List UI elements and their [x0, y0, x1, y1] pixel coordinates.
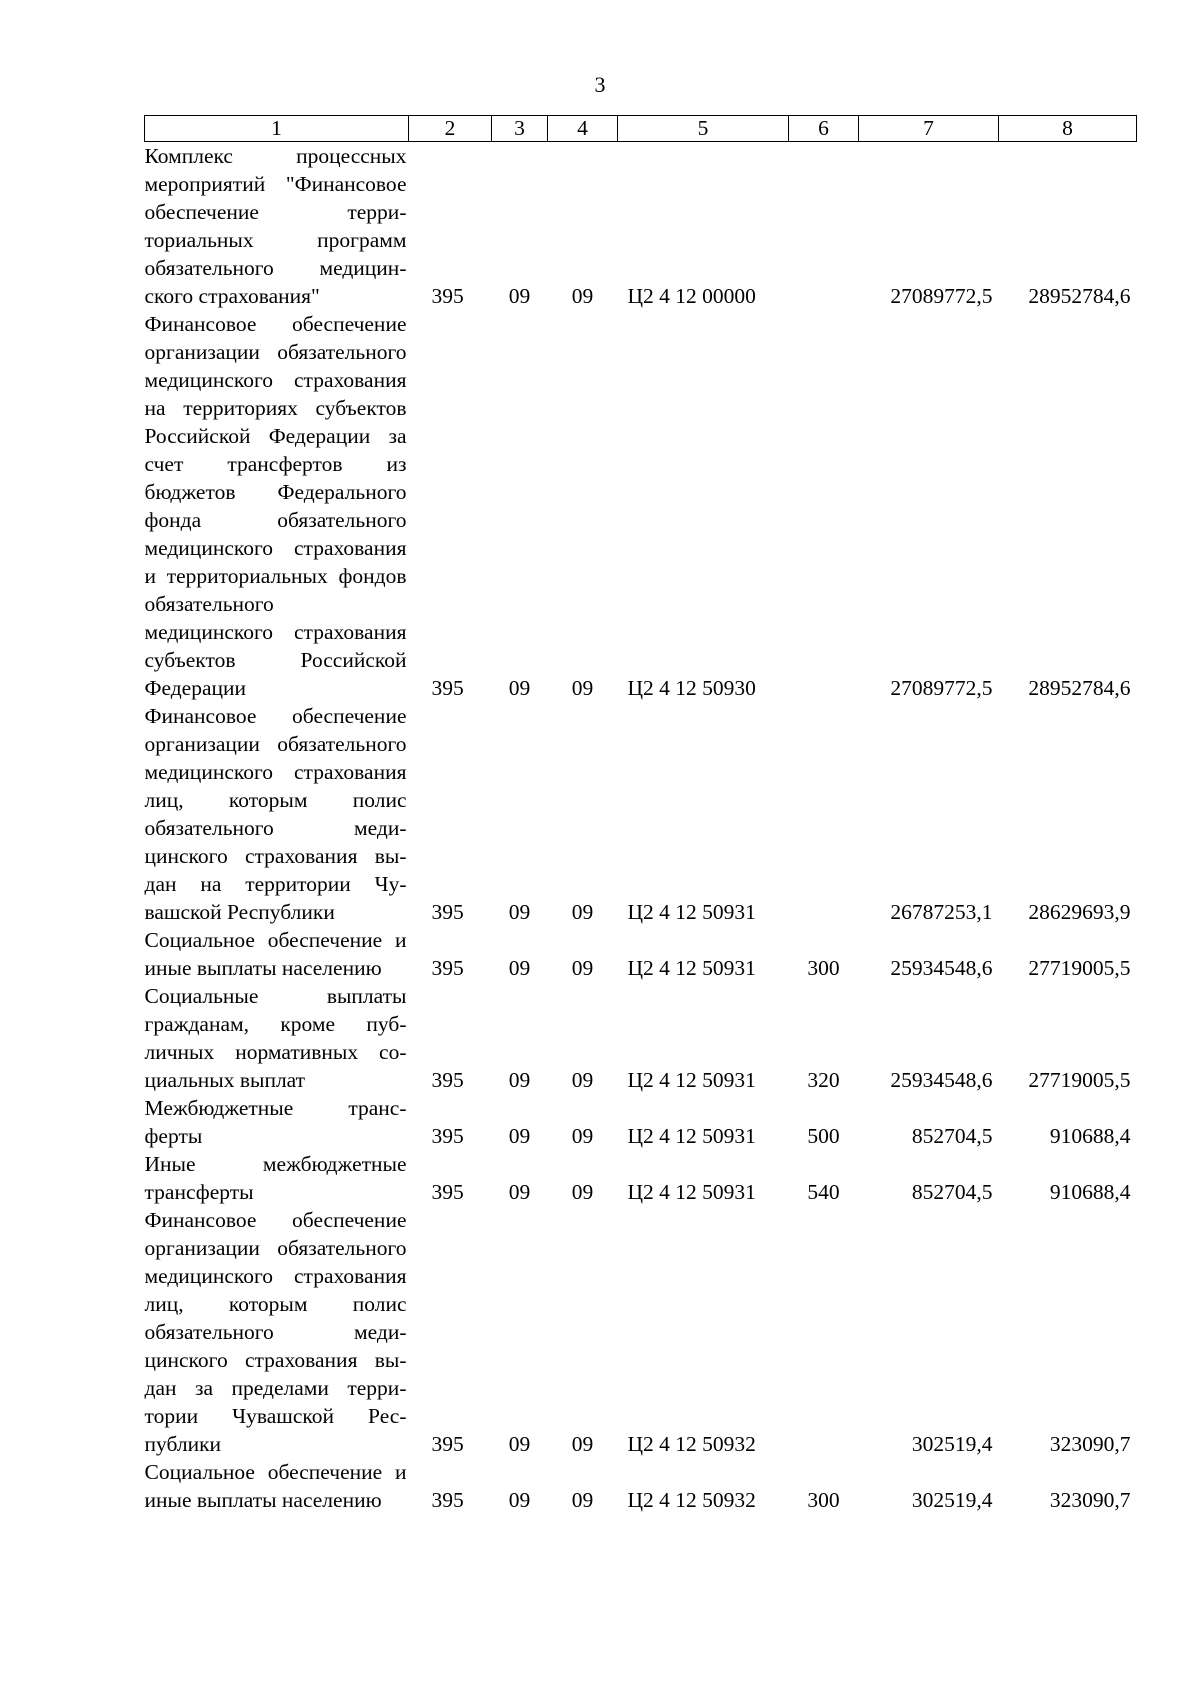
row-target-article: Ц2 4 12 50930 [627, 676, 756, 700]
row-name: Межбюджетные трансферты [144, 1096, 407, 1148]
header-row [145, 116, 1137, 142]
row-expense-type [789, 1206, 859, 1458]
row-amount-year2: 27719005,5 [1028, 1068, 1131, 1092]
row-target-article: Ц2 4 12 50932 [627, 1488, 756, 1512]
table-header [145, 116, 1137, 142]
row-amount-year2: 910688,4 [1049, 1180, 1131, 1204]
row-amount-year2: 28952784,6 [1028, 284, 1131, 308]
row-expense-type: 320 [807, 1068, 840, 1092]
header-col-7: 7 [859, 116, 999, 142]
table-row [145, 702, 1137, 926]
row-expense-type: 300 [807, 1488, 840, 1512]
row-amount-year2: 27719005,5 [1028, 956, 1131, 980]
row-subsection: 09 [571, 1432, 594, 1456]
row-ministry-code: 395 [431, 1124, 464, 1148]
row-name: Социальное обеспечение и иные выплаты населению [144, 928, 407, 980]
row-amount-year1: 302519,4 [911, 1432, 993, 1456]
row-subsection: 09 [571, 1180, 594, 1204]
table-row [145, 142, 1137, 311]
row-ministry-code: 395 [431, 1432, 464, 1456]
table-body [145, 142, 1137, 1515]
row-expense-type: 540 [807, 1180, 840, 1204]
row-expense-type [789, 142, 859, 311]
row-expense-type [789, 702, 859, 926]
row-section: 09 [508, 1488, 531, 1512]
row-section: 09 [508, 676, 531, 700]
row-amount-year1: 302519,4 [911, 1488, 993, 1512]
row-section: 09 [508, 284, 531, 308]
row-amount-year2: 910688,4 [1049, 1124, 1131, 1148]
row-name: Финансовое обеспечение организации обязательного медицинского страхования лиц, которым полис обязательного медицинского страхования выдан за пределами территории Чувашской Республики [144, 1208, 407, 1456]
row-subsection: 09 [571, 1068, 594, 1092]
row-target-article: Ц2 4 12 50931 [627, 1180, 756, 1204]
row-section: 09 [508, 956, 531, 980]
row-ministry-code: 395 [431, 900, 464, 924]
row-section: 09 [508, 1432, 531, 1456]
row-amount-year2: 28952784,6 [1028, 676, 1131, 700]
row-expense-type: 500 [807, 1124, 840, 1148]
row-amount-year1: 27089772,5 [890, 284, 993, 308]
row-subsection: 09 [571, 284, 594, 308]
row-section: 09 [508, 1068, 531, 1092]
row-ministry-code: 395 [431, 1488, 464, 1512]
row-section: 09 [508, 1180, 531, 1204]
row-amount-year1: 25934548,6 [890, 956, 993, 980]
row-amount-year2: 28629693,9 [1028, 900, 1131, 924]
table-row [145, 982, 1137, 1094]
row-amount-year1: 26787253,1 [890, 900, 993, 924]
header-col-6: 6 [789, 116, 859, 142]
row-target-article: Ц2 4 12 50931 [627, 900, 756, 924]
row-name: Социальное обеспечение и иные выплаты населению [144, 1460, 407, 1512]
row-ministry-code: 395 [431, 956, 464, 980]
row-name: Иные межбюджетные трансферты [144, 1152, 407, 1204]
row-target-article: Ц2 4 12 50931 [627, 956, 756, 980]
row-name: Комплекс процессных мероприятий "Финансовое обеспечение территориальных программ обязательного медицинского страхования" [144, 144, 407, 308]
budget-table [144, 115, 1137, 1514]
row-target-article: Ц2 4 12 00000 [627, 284, 756, 308]
row-ministry-code: 395 [431, 284, 464, 308]
row-amount-year1: 27089772,5 [890, 676, 993, 700]
row-target-article: Ц2 4 12 50932 [627, 1432, 756, 1456]
row-subsection: 09 [571, 1488, 594, 1512]
header-col-2: 2 [409, 116, 492, 142]
budget-table-container [144, 115, 1136, 1514]
table-row [145, 926, 1137, 982]
row-amount-year1: 852704,5 [911, 1124, 993, 1148]
row-section: 09 [508, 900, 531, 924]
header-col-4: 4 [548, 116, 618, 142]
row-amount-year2: 323090,7 [1049, 1432, 1131, 1456]
row-amount-year2: 323090,7 [1049, 1488, 1131, 1512]
table-row [145, 310, 1137, 702]
table-row [145, 1150, 1137, 1206]
header-col-1: 1 [145, 116, 409, 142]
header-col-3: 3 [492, 116, 548, 142]
row-subsection: 09 [571, 676, 594, 700]
header-col-5: 5 [618, 116, 789, 142]
row-ministry-code: 395 [431, 1068, 464, 1092]
table-row [145, 1206, 1137, 1458]
row-ministry-code: 395 [431, 1180, 464, 1204]
row-target-article: Ц2 4 12 50931 [627, 1124, 756, 1148]
table-row [145, 1458, 1137, 1514]
row-expense-type: 300 [807, 956, 840, 980]
row-ministry-code: 395 [431, 676, 464, 700]
row-name: Финансовое обеспечение организации обязательного медицинского страхования на территориях субъектов Российской Федерации за счет трансфертов из бюджетов Федерального фонда обязательного медицинского страхования и территориальных фондов обязательного медицинского страхования субъектов Российской Федерации [144, 312, 407, 700]
header-col-8: 8 [999, 116, 1137, 142]
row-name: Социальные выплаты гражданам, кроме публичных нормативных социальных выплат [144, 984, 407, 1092]
table-row [145, 1094, 1137, 1150]
row-name: Финансовое обеспечение организации обязательного медицинского страхования лиц, которым полис обязательного медицинского страхования выдан на территории Чувашской Республики [144, 704, 407, 924]
row-subsection: 09 [571, 1124, 594, 1148]
page-number: 3 [594, 72, 606, 97]
row-amount-year1: 25934548,6 [890, 1068, 993, 1092]
row-subsection: 09 [571, 956, 594, 980]
row-subsection: 09 [571, 900, 594, 924]
row-amount-year1: 852704,5 [911, 1180, 993, 1204]
row-expense-type [789, 310, 859, 702]
row-target-article: Ц2 4 12 50931 [627, 1068, 756, 1092]
row-section: 09 [508, 1124, 531, 1148]
